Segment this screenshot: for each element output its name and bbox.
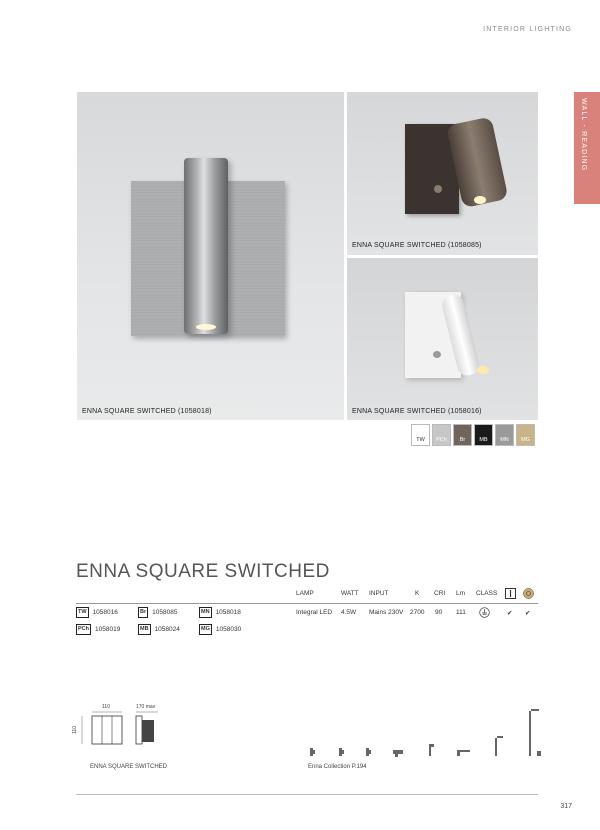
finish-swatch: MN — [495, 424, 514, 446]
col-input: INPUT — [369, 590, 389, 597]
product-number: 1058030 — [215, 626, 242, 633]
product-code-item — [199, 624, 241, 635]
collection-icons — [305, 706, 545, 762]
finish-code: Br — [138, 607, 148, 618]
product-photo-white — [347, 258, 538, 420]
spec-k: 2700 — [410, 609, 425, 616]
finish-swatch: TW — [411, 424, 430, 446]
col-lamp: LAMP — [296, 590, 314, 597]
col-class: CLASS — [476, 590, 498, 597]
dimension-lines — [70, 700, 180, 750]
ip-rating-icon — [505, 588, 516, 599]
image-caption: ENNA SQUARE SWITCHED (1058018) — [82, 408, 212, 415]
footer-right: Enna Collection P.194 — [308, 764, 367, 770]
product-number: 1058085 — [152, 609, 178, 616]
led-glow — [196, 324, 216, 330]
product-photo-main — [77, 92, 344, 420]
side-tab — [574, 92, 600, 204]
product-photo-bronze — [347, 92, 538, 255]
spec-lm: 111 — [456, 609, 466, 616]
spec-cri: 90 — [435, 609, 443, 616]
finish-code: MG — [199, 624, 212, 635]
finish-code: TW — [76, 607, 89, 618]
col-watt: WATT — [341, 590, 359, 597]
class-earth-icon — [479, 607, 490, 618]
finish-swatch: MG — [516, 424, 535, 446]
product-code-item — [138, 624, 180, 635]
product-number: 1058024 — [154, 626, 180, 633]
finish-code: PCh — [76, 624, 91, 635]
side-tab-label: WALL - READING — [580, 98, 587, 172]
lamp-tube — [184, 158, 228, 334]
spec-watt: 4.5W — [341, 609, 357, 616]
image-caption: ENNA SQUARE SWITCHED (1058016) — [352, 408, 482, 415]
spec-lamp: Integral LED — [296, 609, 333, 616]
finish-swatch: Br — [453, 424, 472, 446]
finish-code: MB — [138, 624, 151, 635]
table-rule — [76, 603, 538, 604]
product-code-item — [199, 607, 241, 618]
dimmable-icon — [523, 588, 534, 599]
product-code-item — [76, 624, 120, 635]
product-number: 1058018 — [215, 609, 241, 616]
spec-check-2: ✔ — [525, 610, 531, 617]
dim-projection: 170 max — [136, 704, 156, 710]
col-lm: Lm — [456, 590, 466, 597]
finish-code: MN — [199, 607, 212, 618]
dim-height: 110 — [72, 726, 78, 734]
product-title: ENNA SQUARE SWITCHED — [76, 561, 330, 582]
col-k: K — [415, 590, 420, 597]
spec-input: Mains 230V — [369, 609, 404, 616]
spec-check-1: ✔ — [507, 610, 513, 617]
product-number: 1058016 — [92, 609, 118, 616]
finish-swatch: MB — [474, 424, 493, 446]
finish-swatch: PCh — [432, 424, 451, 446]
page-number: 317 — [560, 803, 572, 810]
footer-left: ENNA SQUARE SWITCHED — [90, 764, 168, 770]
image-caption: ENNA SQUARE SWITCHED (1058085) — [352, 242, 482, 249]
switch-knob — [434, 185, 442, 193]
dimension-drawing — [70, 700, 180, 750]
led-glow — [474, 196, 486, 204]
section-header: INTERIOR LIGHTING — [483, 26, 572, 33]
product-code-item — [76, 607, 118, 618]
finish-swatches — [411, 424, 535, 446]
footer-rule — [76, 794, 538, 795]
switch-knob — [433, 351, 441, 358]
product-number: 1058019 — [95, 626, 121, 633]
col-cri: CRI — [434, 590, 446, 597]
led-glow — [477, 366, 489, 374]
dim-width: 110 — [102, 704, 110, 710]
product-code-item — [138, 607, 177, 618]
